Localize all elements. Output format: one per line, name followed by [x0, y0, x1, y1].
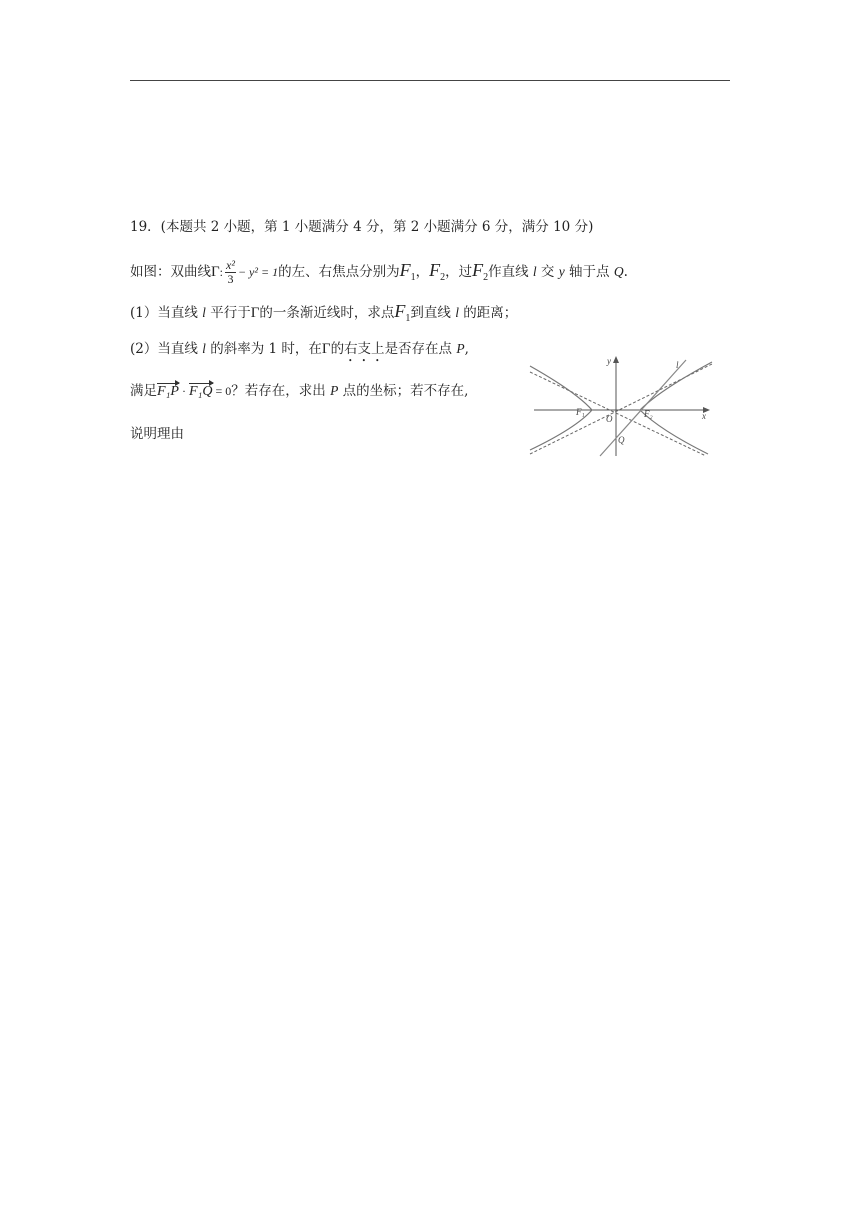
part-2-line-2: 满足F₁P · F₁Q = 0？若存在，求出 P 点的坐标；若不存在, [130, 381, 468, 402]
part-2-line-3: 说明理由 [130, 426, 184, 442]
label-F1: F₁ [576, 407, 585, 417]
hyperbola-right-branch [640, 362, 712, 454]
vector-f1p: F₁P [157, 382, 179, 402]
label-l: l [676, 360, 679, 370]
y-axis-arrow [613, 356, 619, 363]
problem-intro: 如图：双曲线Γ: $\frac{\text{x²}}{3}$ − y² = 1的左、右焦点分别为$F_1$，$F_2$，过$F_2$作直线 l 交 y 轴于点 Q. [130, 258, 628, 286]
label-F2: F₂ [644, 409, 653, 419]
vector-f1q: F₁Q [189, 382, 213, 402]
hyperbola-figure [526, 352, 716, 460]
problem-header: 19．(本题共 2 小题，第 1 小题满分 4 分，第 2 小题满分 6 分，满分 10 分) [130, 219, 594, 235]
label-O: O [606, 414, 613, 424]
label-Q: Q [618, 435, 625, 445]
label-y: y [607, 356, 611, 366]
line-l [600, 360, 686, 456]
header-rule [130, 80, 730, 81]
fraction-x2-over-3: $\frac{\text{x²}}{3}$ [226, 258, 235, 286]
part-1: (1）当直线 l 平行于Γ的一条渐近线时，求点$F_1$到直线 l 的距离； [130, 301, 518, 324]
label-x: x [702, 411, 706, 421]
part-2-line-1: (2）当直线 l 的斜率为 1 时，在Γ的右支上是否存在点 P, [130, 341, 469, 357]
